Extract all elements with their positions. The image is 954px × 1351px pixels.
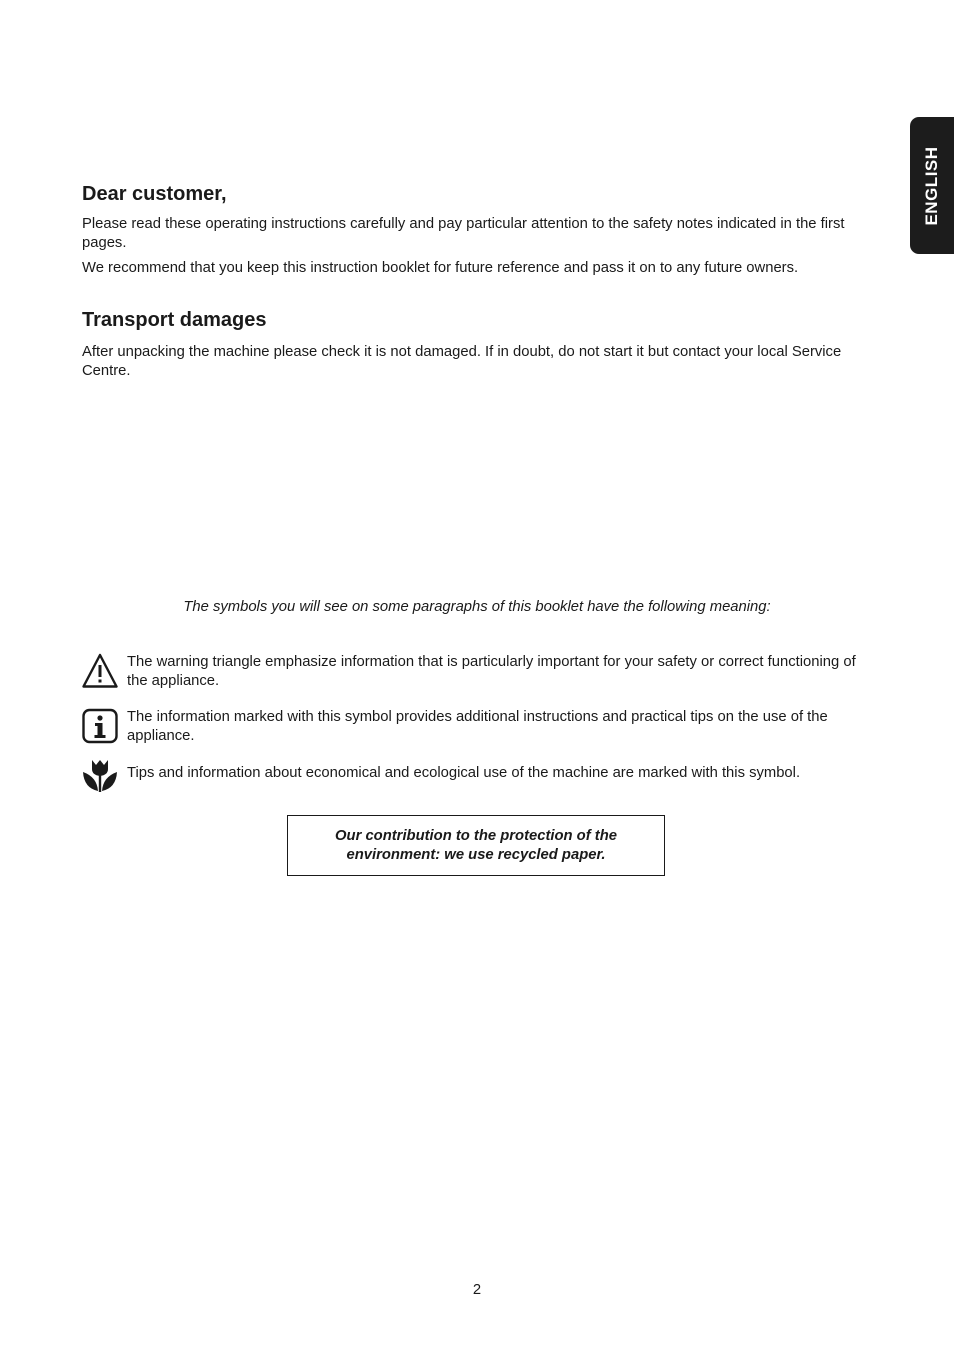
transport-damages-heading: Transport damages — [82, 309, 267, 331]
symbol-text-information: The information marked with this symbol provides additional instructions and practical tips on the use of the appliance. — [127, 709, 828, 744]
symbol-text-warning: The warning triangle emphasize information that is particularly important for your safety or correct functioning of the appliance. — [127, 654, 856, 689]
environment-note-text: Our contribution to the protection of the environment: we use recycled paper. — [335, 827, 617, 863]
symbol-text-eco: Tips and information about economical and ecological use of the machine are marked with this symbol. — [127, 765, 801, 781]
eco-flower-icon — [82, 758, 118, 794]
language-tab — [910, 117, 954, 254]
symbols-intro: The symbols you will see on some paragraphs of this booklet have the following meaning: — [183, 599, 771, 615]
dear-customer-paragraph-1: Please read these operating instructions carefully and pay particular attention to the safety notes indicated in the first pages. — [82, 216, 845, 251]
environment-note-box — [287, 815, 665, 876]
warning-triangle-icon — [82, 653, 118, 689]
page-number: 2 — [472, 1282, 482, 1298]
language-tab-label: ENGLISH — [922, 145, 941, 226]
dear-customer-paragraph-2: We recommend that you keep this instruction booklet for future reference and pass it on to any future owners. — [82, 260, 799, 276]
information-icon — [82, 708, 118, 744]
transport-damages-paragraph: After unpacking the machine please check it is not damaged. If in doubt, do not start it but contact your local Service Centre. — [82, 344, 842, 379]
dear-customer-heading: Dear customer, — [82, 183, 227, 205]
